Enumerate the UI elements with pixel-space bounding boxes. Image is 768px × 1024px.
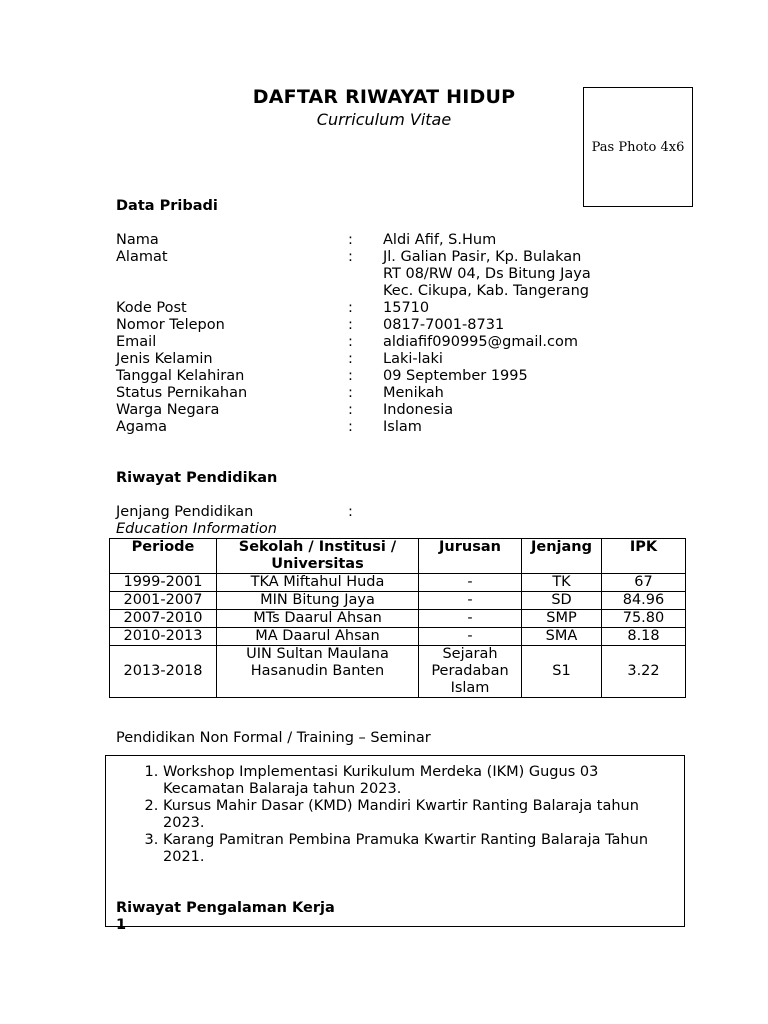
education-info-label: Education Information xyxy=(116,521,277,537)
field-value: 0817-7001-8731 xyxy=(383,317,505,333)
cell-level: SMP xyxy=(522,610,602,628)
column-header-gpa: IPK xyxy=(602,539,686,574)
cell-level: SD xyxy=(522,592,602,610)
training-heading: Pendidikan Non Formal / Training – Seminar xyxy=(116,730,431,746)
separator: : xyxy=(348,504,353,520)
personal-data-row xyxy=(116,266,676,283)
photo-placeholder xyxy=(583,87,693,207)
personal-data-heading: Data Pribadi xyxy=(116,198,218,214)
table-row xyxy=(110,646,686,698)
field-label: Alamat xyxy=(116,249,168,265)
field-label: Kode Post xyxy=(116,300,187,316)
cell-major: - xyxy=(419,592,522,610)
education-level-label: Jenjang Pendidikan xyxy=(116,504,254,520)
cell-major: - xyxy=(419,628,522,646)
document-title: DAFTAR RIWAYAT HIDUP xyxy=(252,86,516,108)
personal-data-row xyxy=(116,317,676,334)
table-header-row xyxy=(110,539,686,574)
cell-institution: UIN Sultan Maulana Hasanudin Banten xyxy=(217,646,419,698)
cell-institution: MTs Daarul Ahsan xyxy=(217,610,419,628)
cell-institution: MA Daarul Ahsan xyxy=(217,628,419,646)
column-header-periode: Periode xyxy=(110,539,217,574)
personal-data-row xyxy=(116,232,676,249)
personal-data-row xyxy=(116,419,676,436)
field-value: Laki-laki xyxy=(383,351,443,367)
field-label: Nama xyxy=(116,232,159,248)
separator: : xyxy=(348,249,353,265)
separator: : xyxy=(348,368,353,384)
column-header-institution: Sekolah / Institusi / Universitas xyxy=(217,539,419,574)
cell-institution: TKA Miftahul Huda xyxy=(217,574,419,592)
field-value: Menikah xyxy=(383,385,444,401)
field-label: Tanggal Kelahiran xyxy=(116,368,245,384)
cell-level: S1 xyxy=(522,646,602,698)
field-label: Status Pernikahan xyxy=(116,385,248,401)
cell-major: Sejarah Peradaban Islam xyxy=(419,646,522,698)
field-value: Islam xyxy=(383,419,422,435)
personal-data-row xyxy=(116,351,676,368)
field-label: Email xyxy=(116,334,157,350)
cell-major: - xyxy=(419,610,522,628)
document-subtitle: Curriculum Vitae xyxy=(316,110,452,129)
separator: : xyxy=(348,334,353,350)
field-label: Warga Negara xyxy=(116,402,220,418)
cell-period: 2010-2013 xyxy=(110,628,217,646)
list-item: 1. Workshop Implementasi Kurikulum Merdeka (IKM) Gugus 03 Kecamatan Balaraja tahun 2023. xyxy=(163,764,683,798)
cell-major: - xyxy=(419,574,522,592)
personal-data-row xyxy=(116,283,676,300)
personal-data-row xyxy=(116,300,676,317)
separator: : xyxy=(348,300,353,316)
cell-gpa: 84.96 xyxy=(602,592,686,610)
field-label: Nomor Telepon xyxy=(116,317,225,333)
field-label: Jenis Kelamin xyxy=(116,351,213,367)
table-row xyxy=(110,574,686,592)
education-level-row xyxy=(116,504,676,521)
field-value: Jl. Galian Pasir, Kp. Bulakan xyxy=(383,249,582,265)
field-value: Kec. Cikupa, Kab. Tangerang xyxy=(383,283,589,299)
page-number: 1 xyxy=(116,917,127,933)
personal-data-row xyxy=(116,402,676,419)
personal-data-row xyxy=(116,334,676,351)
field-value: Indonesia xyxy=(383,402,454,418)
work-experience-heading: Riwayat Pengalaman Kerja xyxy=(116,900,335,916)
separator: : xyxy=(348,385,353,401)
cell-institution: MIN Bitung Jaya xyxy=(217,592,419,610)
cell-gpa: 8.18 xyxy=(602,628,686,646)
education-heading: Riwayat Pendidikan xyxy=(116,470,278,486)
cell-level: SMA xyxy=(522,628,602,646)
list-item: 3. Karang Pamitran Pembina Pramuka Kwartir Ranting Balaraja Tahun 2021. xyxy=(163,832,683,866)
cell-period: 1999-2001 xyxy=(110,574,217,592)
personal-data-row xyxy=(116,385,676,402)
field-value: 15710 xyxy=(383,300,430,316)
list-item: 2. Kursus Mahir Dasar (KMD) Mandiri Kwartir Ranting Balaraja tahun 2023. xyxy=(163,798,683,832)
separator: : xyxy=(348,232,353,248)
cell-period: 2001-2007 xyxy=(110,592,217,610)
separator: : xyxy=(348,317,353,333)
separator: : xyxy=(348,402,353,418)
training-list xyxy=(136,764,683,866)
field-value: 09 September 1995 xyxy=(383,368,528,384)
cell-gpa: 75.80 xyxy=(602,610,686,628)
field-value: Aldi Afif, S.Hum xyxy=(383,232,497,248)
cell-gpa: 67 xyxy=(602,574,686,592)
column-header-major: Jurusan xyxy=(419,539,522,574)
field-label: Agama xyxy=(116,419,168,435)
table-row xyxy=(110,610,686,628)
education-table xyxy=(109,538,686,698)
cell-period: 2013-2018 xyxy=(110,646,217,698)
personal-data-row xyxy=(116,249,676,266)
field-value: aldiafif090995@gmail.com xyxy=(383,334,578,350)
field-value: RT 08/RW 04, Ds Bitung Jaya xyxy=(383,266,591,282)
column-header-level: Jenjang xyxy=(522,539,602,574)
cell-period: 2007-2010 xyxy=(110,610,217,628)
table-row xyxy=(110,592,686,610)
personal-data-row xyxy=(116,368,676,385)
table-row xyxy=(110,628,686,646)
separator: : xyxy=(348,351,353,367)
cell-level: TK xyxy=(522,574,602,592)
cell-gpa: 3.22 xyxy=(602,646,686,698)
separator: : xyxy=(348,419,353,435)
photo-label: Pas Photo 4x6 xyxy=(591,139,685,155)
